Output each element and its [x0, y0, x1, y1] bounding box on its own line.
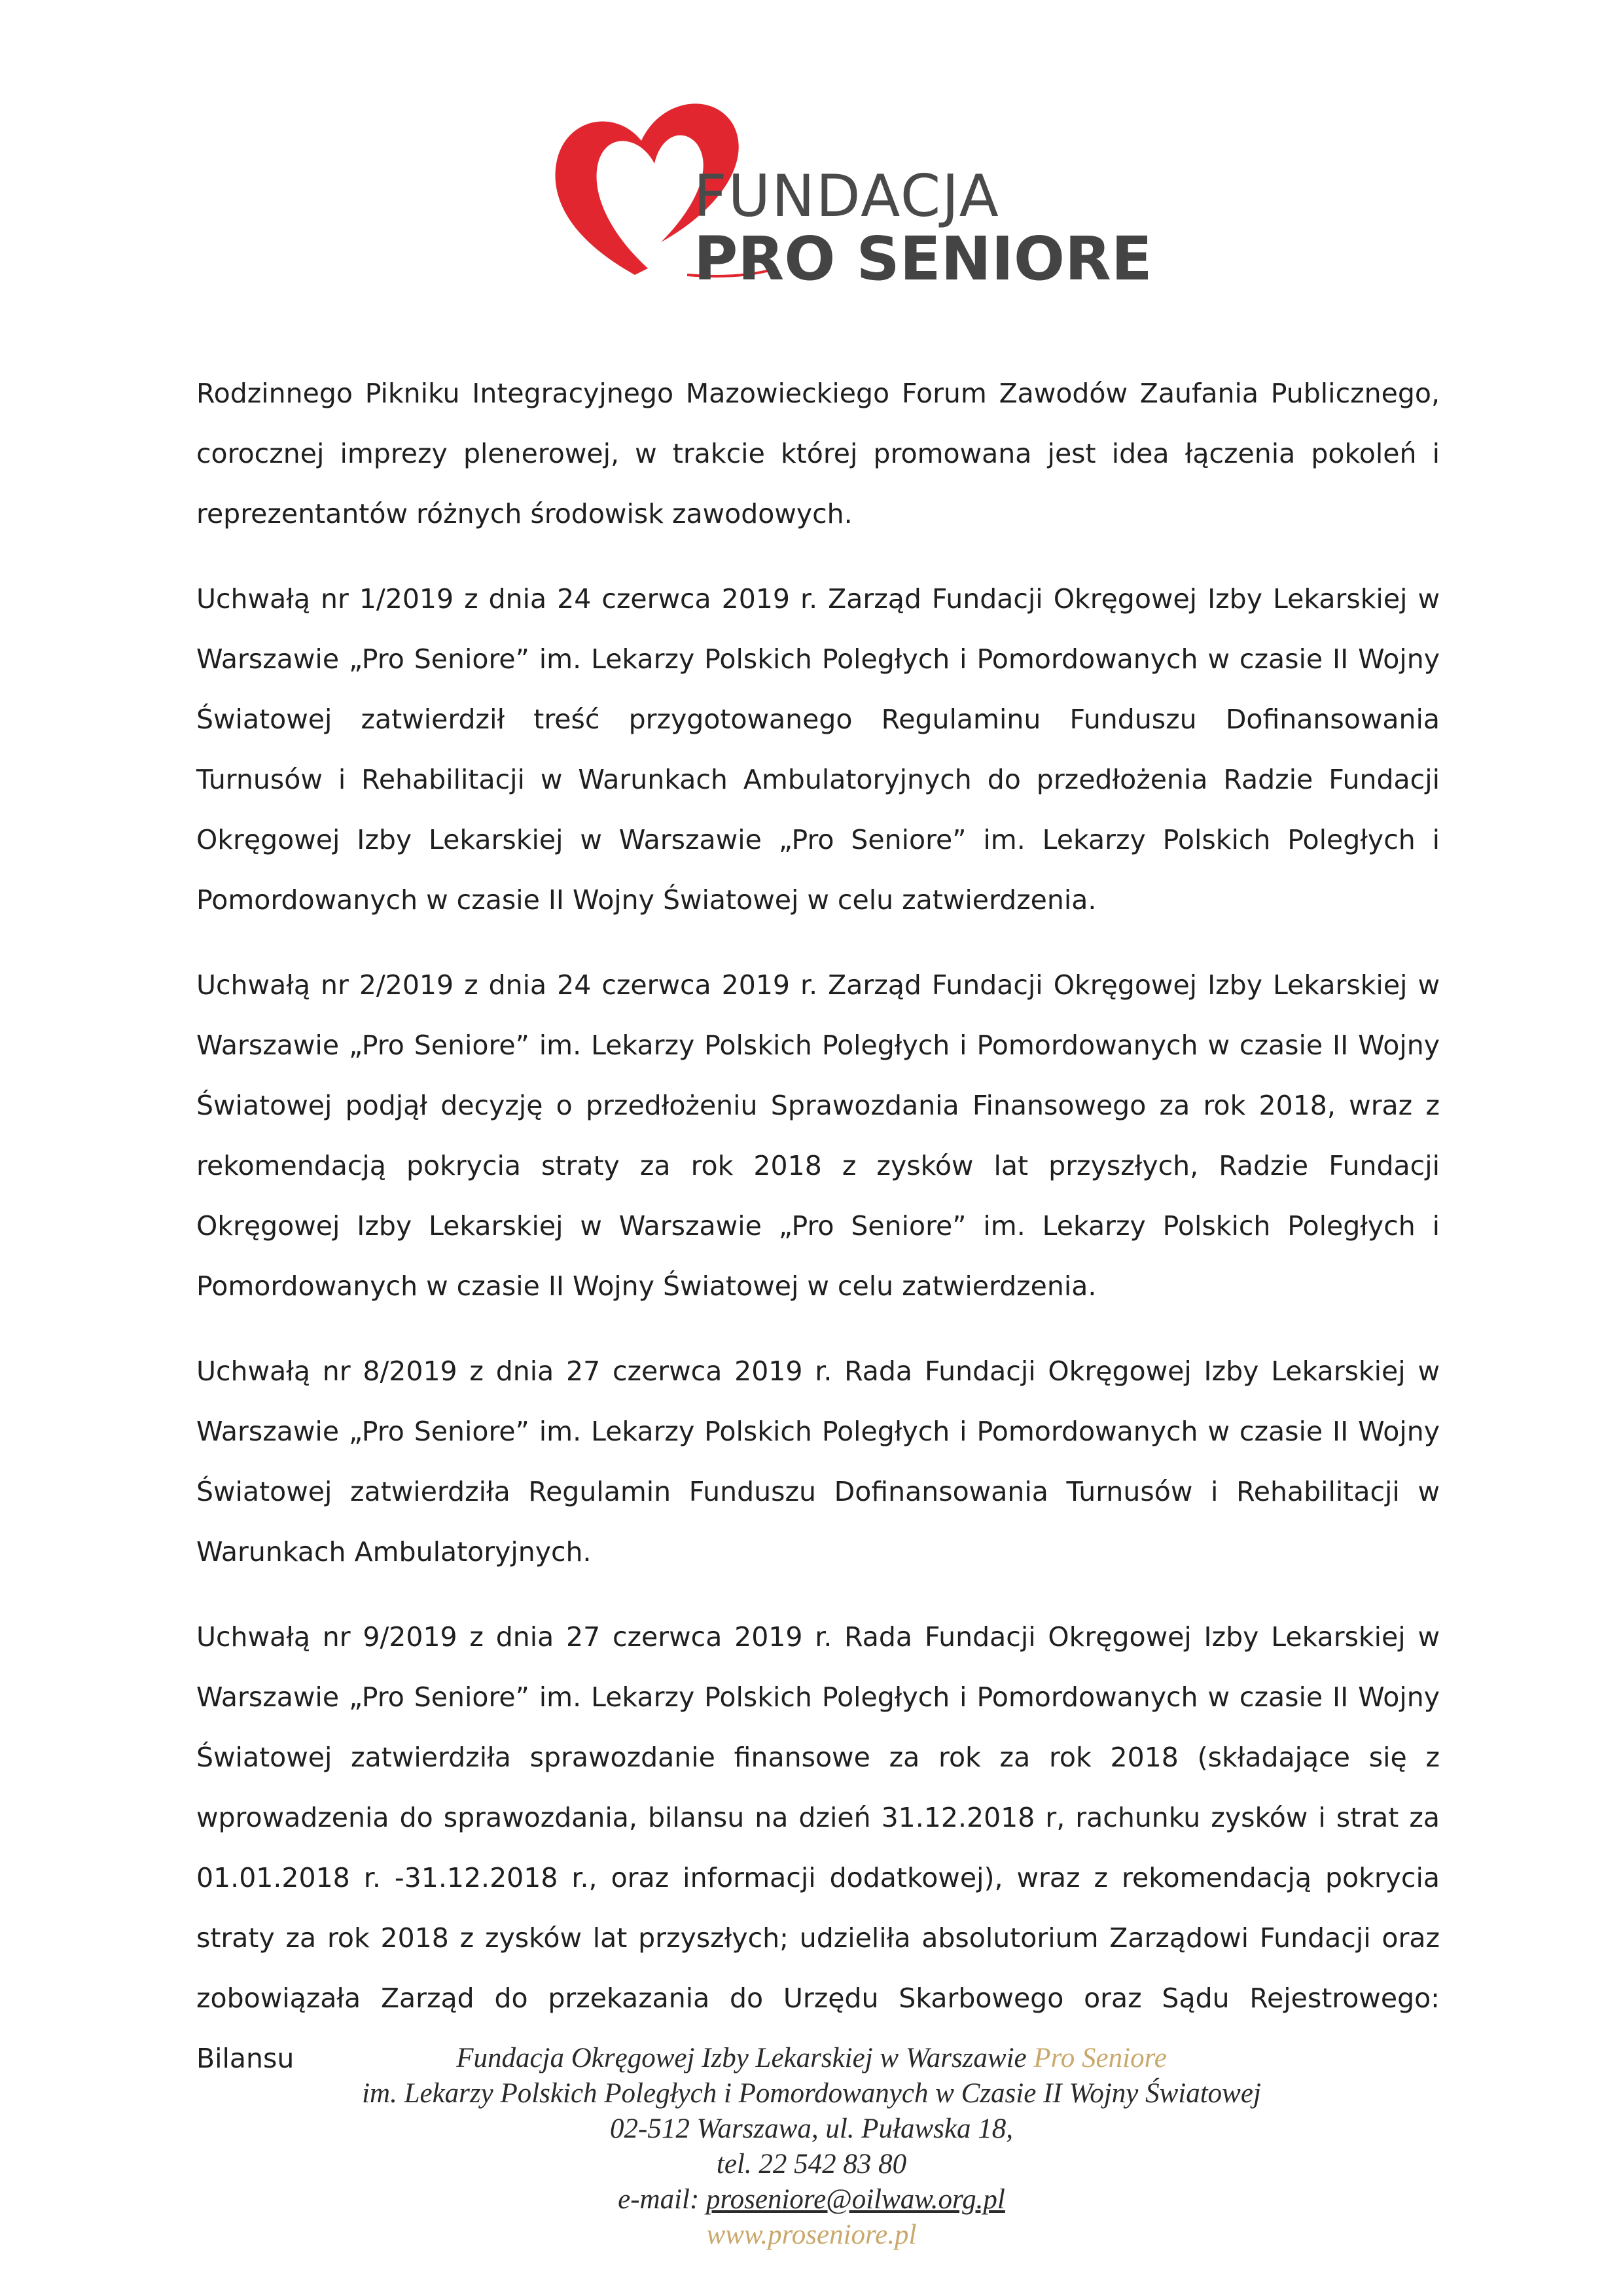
footer-org-name: Fundacja Okręgowej Izby Lekarskiej w Warszawie: [456, 2043, 1034, 2073]
footer-phone: tel. 22 542 83 80: [716, 2149, 907, 2179]
foundation-logo: [537, 79, 1152, 294]
paragraph-uchwala-9: Uchwałą nr 9/2019 z dnia 27 czerwca 2019 r. Rada Fundacji Okręgowej Izby Lekarskiej w Warszawie „Pro Seniore” im. Lekarzy Polskich Poległych i Pomordowanych w czasie II Wojny Światowej zatwierdziła sprawozdanie finansowe za rok za rok 2018 (składające się z wprowadzenia do sprawozdania, bilansu na dzień 31.12.2018 r, rachunku zysków i strat za 01.01.2018 r. -31.12.2018 r., oraz informacji dodatkowej), wraz z rekomendacją pokrycia straty za rok 2018 z zysków lat przyszłych; udzieliła absolutorium Zarządowi Fundacji oraz zobowiązała Zarząd do przekazania do Urzędu Skarbowego oraz Sądu Rejestrowego: Bilansu: [196, 1621, 1440, 2074]
footer-email-link[interactable]: proseniore@oilwaw.org.pl: [706, 2184, 1005, 2215]
footer-website[interactable]: www.proseniore.pl: [706, 2219, 917, 2250]
footer-address: 02-512 Warszawa, ul. Puławska 18,: [610, 2113, 1013, 2144]
footer-email-line: [0, 2182, 1623, 2217]
paragraph-piknik: Rodzinnego Pikniku Integracyjnego Mazowieckiego Forum Zawodów Zaufania Publicznego, corocznej imprezy plenerowej, w trakcie której promowana jest idea łączenia pokoleń i reprezentantów różnych środowisk zawodowych.: [196, 378, 1440, 529]
logo-word-pro-seniore: PRO SENIORE: [694, 224, 1152, 294]
footer-email-label: e-mail:: [618, 2184, 707, 2215]
footer-memorial: im. Lekarzy Polskich Poległych i Pomordowanych w Czasie II Wojny Światowej: [362, 2078, 1261, 2109]
document-body: [196, 363, 1440, 2113]
footer-org-line: [0, 2041, 1623, 2076]
letterhead-footer: [0, 2041, 1623, 2253]
paragraph-uchwala-8: Uchwałą nr 8/2019 z dnia 27 czerwca 2019 r. Rada Fundacji Okręgowej Izby Lekarskiej w Warszawie „Pro Seniore” im. Lekarzy Polskich Poległych i Pomordowanych w czasie II Wojny Światowej zatwierdziła Regulamin Funduszu Dofinansowania Turnusów i Rehabilitacji w Warunkach Ambulatoryjnych.: [196, 1355, 1440, 1568]
footer-org-highlight: Pro Seniore: [1033, 2043, 1167, 2073]
logo-word-fundacja: FUNDACJA: [694, 162, 1000, 230]
paragraph-uchwala-2: Uchwałą nr 2/2019 z dnia 24 czerwca 2019 r. Zarząd Fundacji Okręgowej Izby Lekarskiej w Warszawie „Pro Seniore” im. Lekarzy Polskich Poległych i Pomordowanych w czasie II Wojny Światowej podjął decyzję o przedłożeniu Sprawozdania Finansowego za rok 2018, wraz z rekomendacją pokrycia straty za rok 2018 z zysków lat przyszłych, Radzie Fundacji Okręgowej Izby Lekarskiej w Warszawie „Pro Seniore” im. Lekarzy Polskich Poległych i Pomordowanych w czasie II Wojny Światowej w celu zatwierdzenia.: [196, 969, 1440, 1302]
paragraph-uchwala-1: Uchwałą nr 1/2019 z dnia 24 czerwca 2019 r. Zarząd Fundacji Okręgowej Izby Lekarskiej w Warszawie „Pro Seniore” im. Lekarzy Polskich Poległych i Pomordowanych w czasie II Wojny Światowej zatwierdził treść przygotowanego Regulaminu Funduszu Dofinansowania Turnusów i Rehabilitacji w Warunkach Ambulatoryjnych do przedłożenia Radzie Fundacji Okręgowej Izby Lekarskiej w Warszawie „Pro Seniore” im. Lekarzy Polskich Poległych i Pomordowanych w czasie II Wojny Światowej w celu zatwierdzenia.: [196, 583, 1440, 916]
